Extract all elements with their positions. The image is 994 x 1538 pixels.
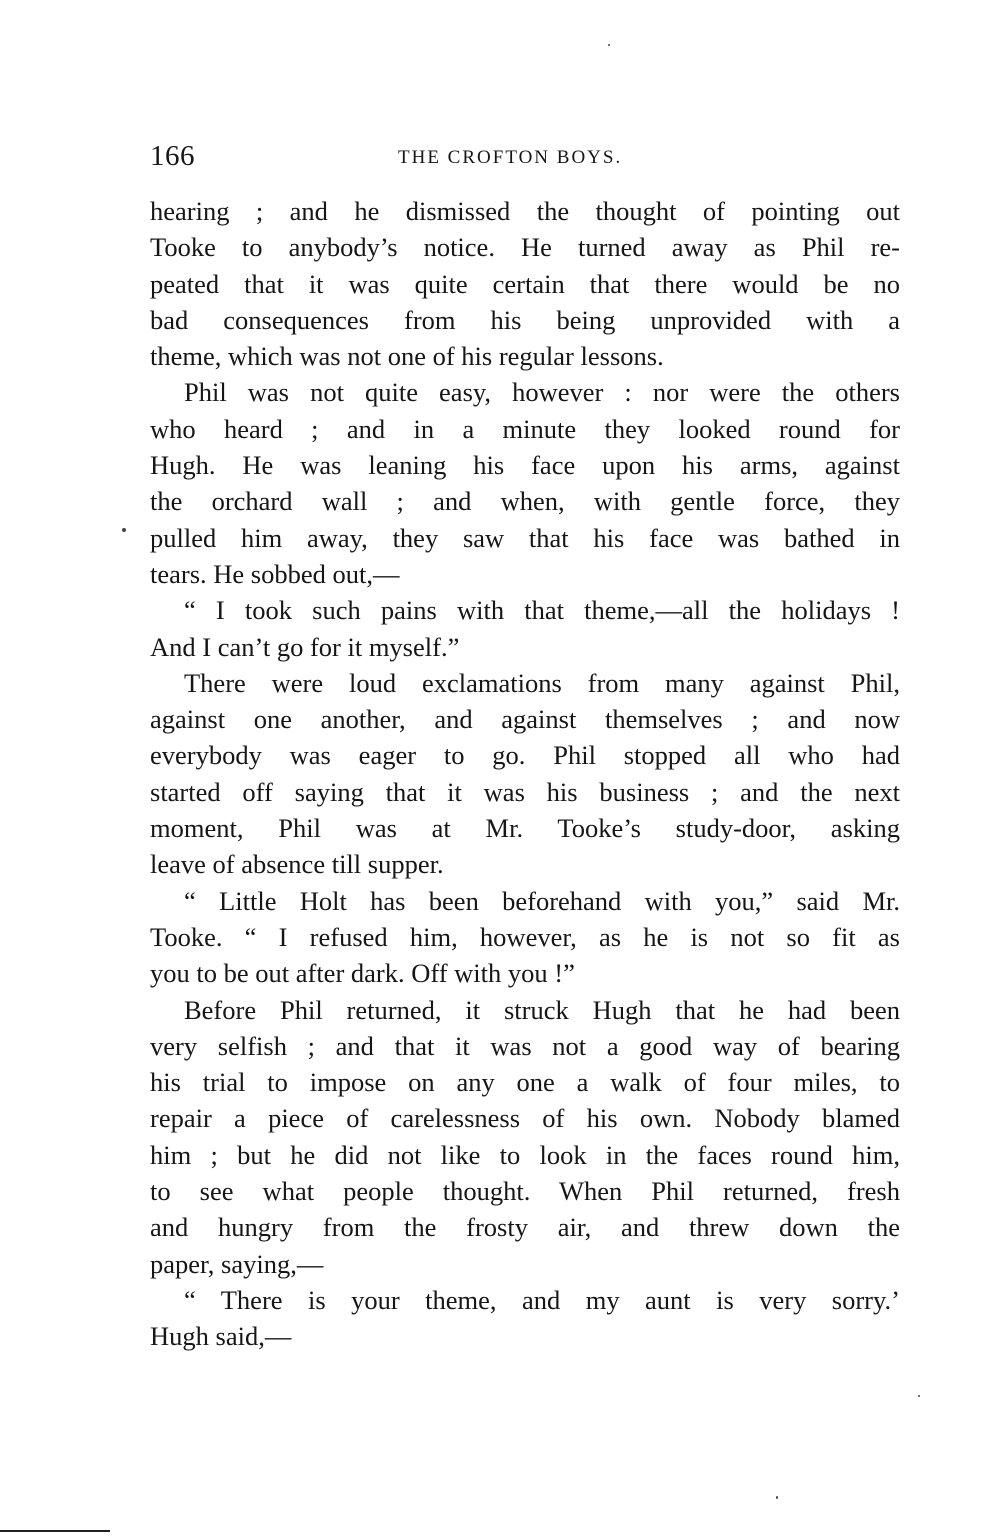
text-line: his trial to impose on any one a walk of four miles, to bbox=[150, 1067, 900, 1098]
text-line: pulled him away, they saw that his face was bathed in bbox=[150, 522, 900, 553]
page-number: 166 bbox=[150, 140, 195, 172]
text-line: you to be out after dark. Off with you !” bbox=[150, 958, 575, 989]
text-line: paper, saying,— bbox=[150, 1248, 324, 1279]
book-title: THE CROFTON BOYS. bbox=[398, 147, 623, 168]
text-line: and hungry from the frosty air, and threw down the bbox=[150, 1212, 900, 1243]
text-line: to see what people thought. When Phil returned, fresh bbox=[150, 1176, 900, 1207]
text-line: And I can’t go for it myself.” bbox=[150, 631, 460, 662]
text-line: him ; but he did not like to look in the faces round him, bbox=[150, 1139, 900, 1170]
text-line: Before Phil returned, it struck Hugh that he had been bbox=[184, 994, 900, 1025]
body-text bbox=[150, 193, 900, 1355]
text-line: “ Little Holt has been beforehand with you,” said Mr. bbox=[184, 885, 900, 916]
text-line: “ There is your theme, and my aunt is very sorry.’ bbox=[184, 1284, 900, 1315]
print-speck bbox=[776, 1496, 778, 1499]
text-line: “ I took such pains with that theme,—all the holidays ! bbox=[184, 595, 900, 626]
text-line: Tooke to anybody’s notice. He turned away as Phil re- bbox=[150, 232, 900, 263]
text-line: There were loud exclamations from many against Phil, bbox=[184, 667, 900, 698]
text-line: hearing ; and he dismissed the thought of pointing out bbox=[150, 196, 900, 226]
margin-rule bbox=[0, 1530, 110, 1532]
text-line: everybody was eager to go. Phil stopped all who had bbox=[150, 740, 900, 771]
text-line: peated that it was quite certain that there would be no bbox=[150, 268, 900, 299]
text-line: Hugh. He was leaning his face upon his arms, against bbox=[150, 450, 900, 481]
text-line: against one another, and against themselves ; and now bbox=[150, 704, 900, 735]
text-line: leave of absence till supper. bbox=[150, 849, 444, 880]
text-line: Phil was not quite easy, however : nor were the others bbox=[184, 377, 900, 408]
text-line: who heard ; and in a minute they looked round for bbox=[150, 413, 900, 444]
text-line: theme, which was not one of his regular lessons. bbox=[150, 341, 664, 372]
text-line: moment, Phil was at Mr. Tooke’s study-door, asking bbox=[150, 813, 900, 844]
text-line: tears. He sobbed out,— bbox=[150, 558, 400, 589]
print-speck bbox=[122, 528, 126, 532]
text-line: the orchard wall ; and when, with gentle force, they bbox=[150, 486, 900, 517]
print-speck bbox=[918, 1395, 920, 1397]
text-line: started off saying that it was his business ; and the next bbox=[150, 776, 900, 807]
text-line: very selfish ; and that it was not a good way of bearing bbox=[150, 1030, 900, 1061]
text-line: Tooke. “ I refused him, however, as he is not so fit as bbox=[150, 921, 900, 952]
text-line: bad consequences from his being unprovided with a bbox=[150, 304, 900, 335]
text-line: repair a piece of carelessness of his own. Nobody blamed bbox=[150, 1103, 900, 1134]
text-line: Hugh said,— bbox=[150, 1321, 292, 1352]
print-speck bbox=[608, 44, 610, 46]
running-head bbox=[150, 136, 900, 176]
